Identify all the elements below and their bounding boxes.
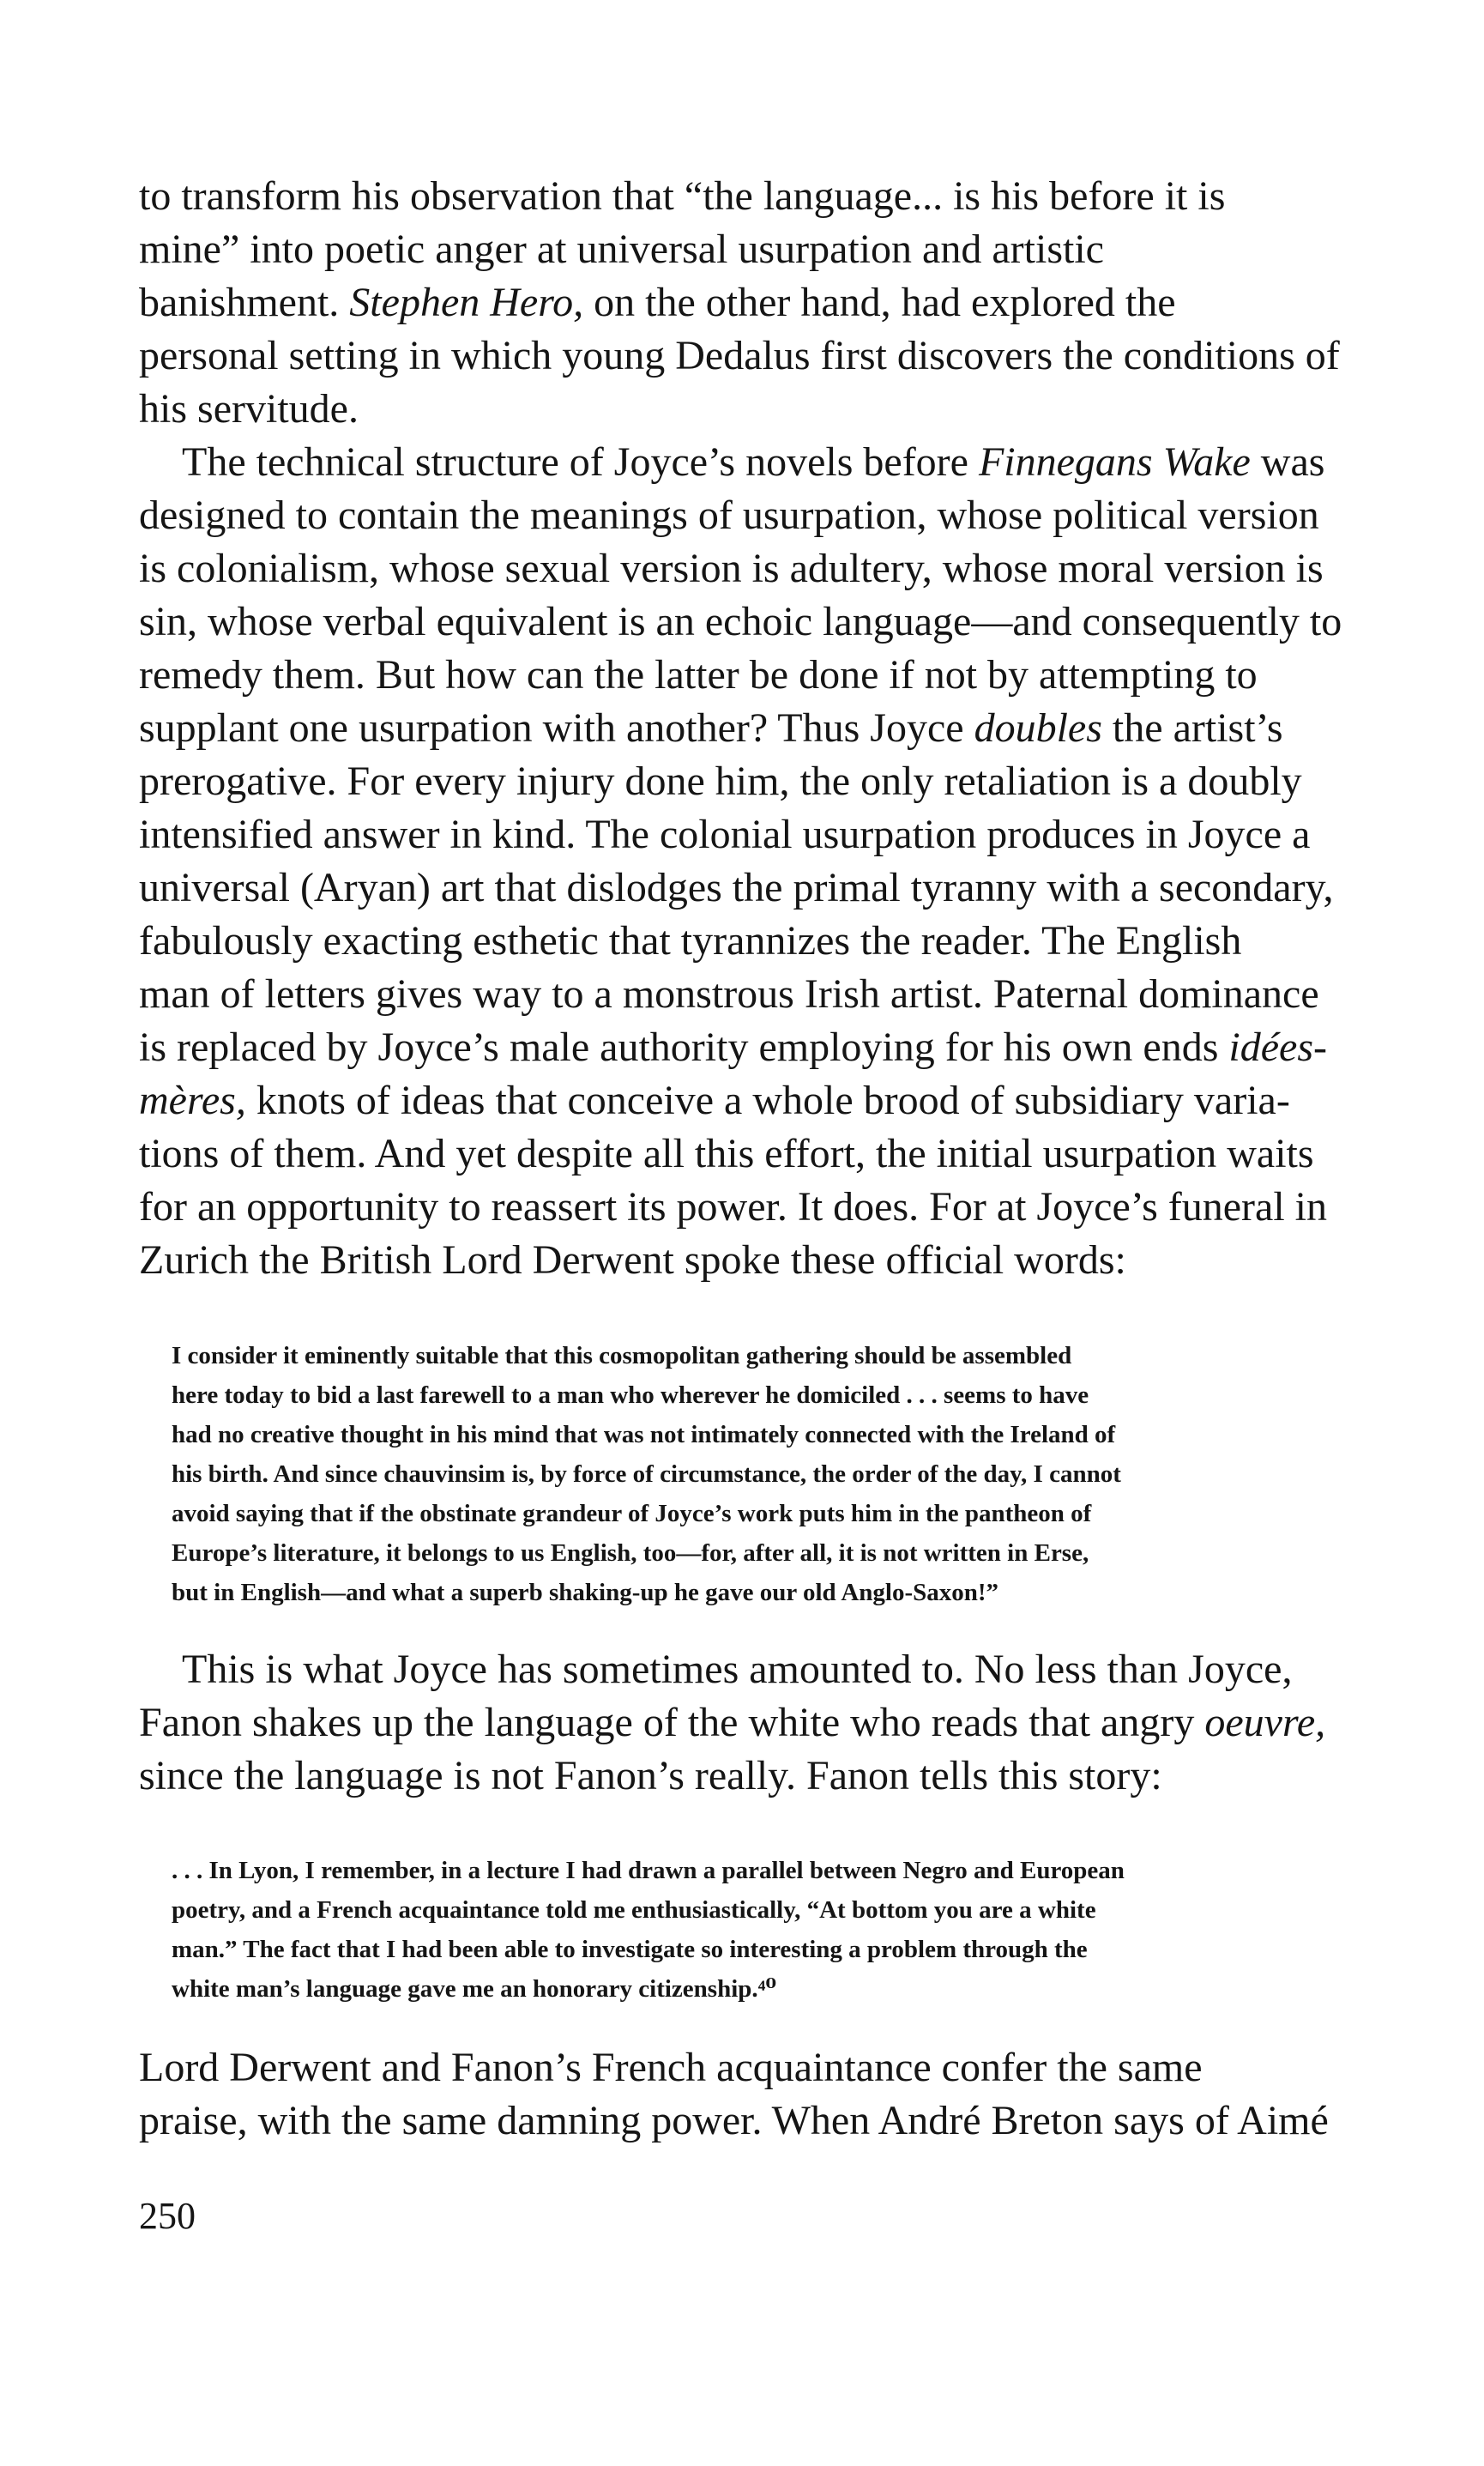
text-line: intensified answer in kind. The colonial usurpation produces in Joyce a: [139, 812, 1311, 857]
paragraph-2: [139, 436, 1361, 1287]
text-line: praise, with the same damning power. When André Breton says of Aimé: [139, 2098, 1329, 2143]
quote-line: his birth. And since chauvinsim is, by force of circumstance, the order of the day, I cannot: [172, 1460, 1121, 1488]
text-line: for an opportunity to reassert its power. It does. For at Joyce’s funeral in: [139, 1184, 1328, 1230]
text-line: mine” into poetic anger at universal usurpation and artistic: [139, 227, 1104, 272]
text-line: designed to contain the meanings of usurpation, whose political version: [139, 493, 1319, 538]
page-number: 250: [139, 2195, 196, 2237]
paragraph-1: [139, 170, 1361, 436]
text-line: Zurich the British Lord Derwent spoke these official words:: [139, 1237, 1126, 1283]
quote-line: had no creative thought in his mind that was not intimately connected with the Ireland of: [172, 1421, 1116, 1448]
text-line: since the language is not Fanon’s really. Fanon tells this story:: [139, 1753, 1162, 1798]
text-line: personal setting in which young Dedalus first discovers the conditions of: [139, 333, 1340, 378]
text-line: man of letters gives way to a monstrous Irish artist. Paternal dominance: [139, 971, 1319, 1017]
text-line: universal (Aryan) art that dislodges the primal tyranny with a secondary,: [139, 865, 1334, 910]
term-meres: mères,: [139, 1078, 246, 1123]
text-line: fabulously exacting esthetic that tyrannizes the reader. The English: [139, 918, 1242, 964]
text-line: Lord Derwent and Fanon’s French acquaintance confer the same: [139, 2045, 1203, 2090]
paragraph-3: [139, 1643, 1361, 1803]
text-line: is colonialism, whose sexual version is adultery, whose moral version is: [139, 546, 1324, 591]
quote-line: poetry, and a French acquaintance told me enthusiastically, “At bottom you are a white: [172, 1896, 1096, 1924]
text-line: Fanon shakes up the language of the white who reads that angry oeuvre,: [139, 1700, 1326, 1745]
quote-line: man.” The fact that I had been able to investigate so interesting a problem through the: [172, 1936, 1088, 1963]
quote-line: I consider it eminently suitable that this cosmopolitan gathering should be assembled: [172, 1342, 1072, 1369]
quote-line: but in English—and what a superb shaking-up he gave our old Anglo-Saxon!”: [172, 1579, 999, 1606]
quote-line: here today to bid a last farewell to a man who wherever he domiciled . . . seems to have: [172, 1381, 1089, 1409]
term-oeuvre: oeuvre,: [1204, 1700, 1326, 1745]
text-line: tions of them. And yet despite all this effort, the initial usurpation waits: [139, 1131, 1314, 1176]
text-line: banishment. Stephen Hero, on the other hand, had explored the: [139, 280, 1176, 325]
text-line: prerogative. For every injury done him, the only retaliation is a doubly: [139, 759, 1302, 804]
block-quote-fanon: [172, 1851, 1330, 2009]
text-line: The technical structure of Joyce’s novels before Finnegans Wake was: [182, 439, 1325, 485]
text-line: is replaced by Joyce’s male authority employing for his own ends idées-: [139, 1024, 1327, 1070]
text-line: mères, knots of ideas that conceive a whole brood of subsidiary varia-: [139, 1078, 1290, 1123]
term-idees: idées-: [1228, 1024, 1327, 1070]
quote-line: Europe’s literature, it belongs to us English, too—for, after all, it is not written in Erse,: [172, 1539, 1089, 1567]
emphasis-doubles: doubles: [974, 705, 1102, 751]
text-line: This is what Joyce has sometimes amounted to. No less than Joyce,: [182, 1647, 1293, 1692]
book-title-finnegans-wake: Finnegans Wake: [978, 439, 1251, 485]
quote-line: white man’s language gave me an honorary citizenship.⁴⁰: [172, 1975, 777, 2003]
text-line: his servitude.: [139, 386, 359, 432]
paragraph-4: [139, 2041, 1361, 2148]
book-title-stephen-hero: Stephen Hero,: [349, 280, 584, 325]
text-line: supplant one usurpation with another? Thus Joyce doubles the artist’s: [139, 705, 1283, 751]
block-quote-derwent: [172, 1336, 1330, 1612]
text-line: to transform his observation that “the language... is his before it is: [139, 173, 1226, 219]
quote-line: avoid saying that if the obstinate grandeur of Joyce’s work puts him in the pantheon of: [172, 1500, 1092, 1527]
text-line: remedy them. But how can the latter be done if not by attempting to: [139, 652, 1258, 698]
quote-line: . . . In Lyon, I remember, in a lecture I had drawn a parallel between Negro and European: [172, 1857, 1125, 1884]
text-line: sin, whose verbal equivalent is an echoic language—and consequently to: [139, 599, 1342, 644]
